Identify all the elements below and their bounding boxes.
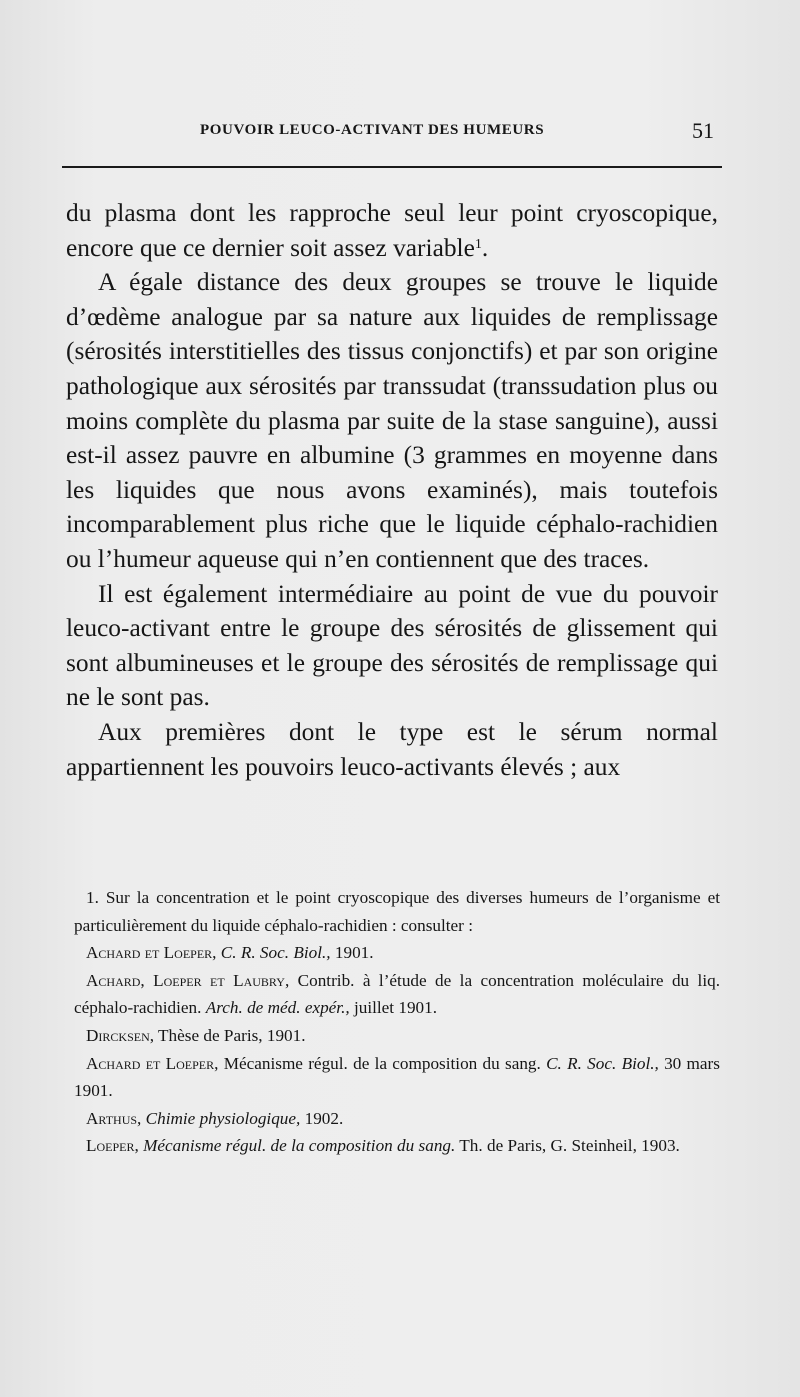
page-number: 51 — [692, 118, 714, 143]
footnote-reference: Achard, Loeper et Laubry, Contrib. à l’étude de la concentration moléculaire du liq. céphalo-rachidien. Arch. de méd. expér., juillet 1901. — [74, 970, 720, 1018]
paragraph-3: Il est également intermédiaire au point de vue du pouvoir leuco-activant entre le groupe des sérosités de glissement qui sont albumineuses et le groupe des sérosités de remplissage qui ne le sont pas. — [66, 579, 718, 712]
running-title: POUVOIR LEUCO-ACTIVANT DES HUMEURS — [200, 122, 545, 138]
footnote-1: 1. Sur la concentration et le point cryoscopique des diverses humeurs de l’organisme et particulièrement du liquide céphalo-rachidien : consulter : — [74, 888, 720, 935]
paragraph-1: du plasma dont les rapproche seul leur point cryoscopique, encore que ce dernier soit assez variable$^1$. — [66, 199, 718, 262]
running-head — [66, 118, 716, 148]
paragraph-4: Aux premières dont le type est le sérum normal appartiennent les pouvoirs leuco-activants élevés ; aux — [66, 717, 718, 781]
footnote-reference: Arthus, Chimie physiologique, 1902. — [86, 1108, 344, 1128]
header-rule — [62, 166, 722, 168]
footnotes — [74, 884, 720, 1160]
paragraph-2: A égale distance des deux groupes se trouve le liquide d’œdème analogue par sa nature aux liquides de remplissage (sérosités interstitielles des tissus conjonctifs) et par son origine pathologique aux sérosités par transsudat (transsudation plus ou moins complète du plasma par suite de la stase sanguine), aussi est-il assez pauvre en albumine (3 grammes en moyenne dans les liquides que nous avons examinés), mais toutefois incomparablement plus riche que le liquide céphalo-rachidien ou l’humeur aqueuse qui n’en contiennent que des traces. — [66, 268, 718, 573]
footnote-reference: Achard et Loeper, C. R. Soc. Biol., 1901. — [86, 943, 374, 963]
footnote-ref[interactable]: 1 — [474, 236, 482, 252]
footnote-reference: Loeper, Mécanisme régul. de la composition du sang. Th. de Paris, G. Steinheil, 1903. — [86, 1136, 680, 1156]
footnote-reference: Achard et Loeper, Mécanisme régul. de la composition du sang. C. R. Soc. Biol., 30 mars 1901. — [74, 1053, 720, 1101]
footnote-reference: Dircksen, Thèse de Paris, 1901. — [86, 1025, 306, 1045]
body-text — [66, 196, 718, 784]
